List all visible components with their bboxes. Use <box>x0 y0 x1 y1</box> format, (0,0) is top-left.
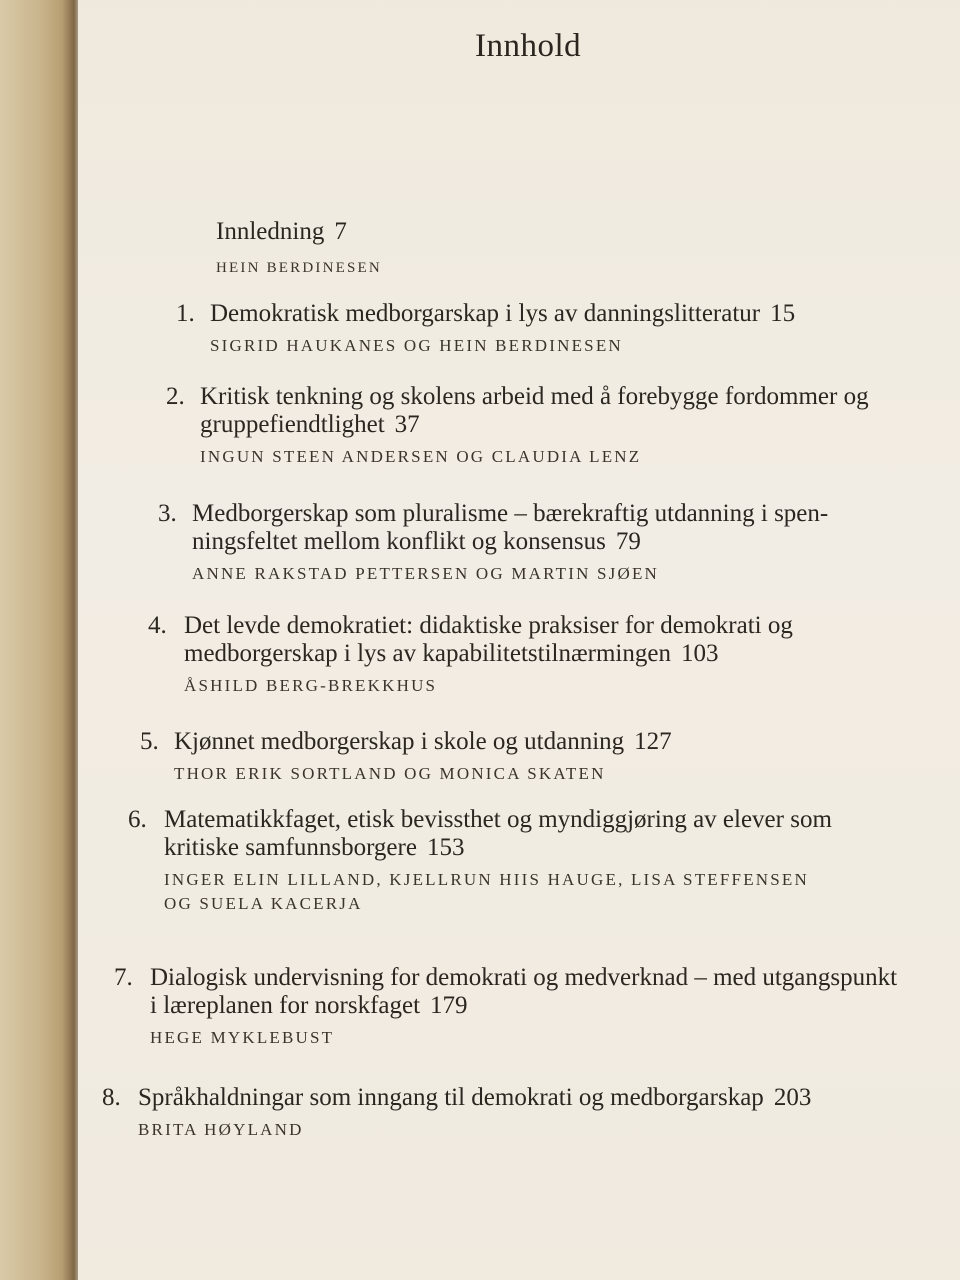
entry-authors-continued: OG SUELA KACERJA <box>164 894 363 913</box>
toc-entry-6 <box>128 806 908 916</box>
entry-title: Matematikkfaget, etisk bevissthet og myndiggjøring av elever som kritiske samfunnsborgere 153 <box>164 806 832 861</box>
page-number: 179 <box>430 992 468 1019</box>
entry-authors: BRITA HØYLAND <box>138 1120 304 1139</box>
entry-number: 2. <box>166 383 185 410</box>
entry-title: Språkhaldningar som inngang til demokrati og medborgarskap 203 <box>138 1084 812 1111</box>
entry-number: 7. <box>114 964 133 991</box>
entry-authors: SIGRID HAUKANES OG HEIN BERDINESEN <box>210 336 623 355</box>
page-number: 103 <box>680 640 719 667</box>
entry-title: Demokratisk medborgarskap i lys av danningslitteratur 15 <box>210 300 796 327</box>
toc-entry-2 <box>166 383 906 469</box>
toc-entry-4 <box>148 612 908 698</box>
toc-entry-5 <box>140 728 900 786</box>
entry-title: Kritisk tenkning og skolens arbeid med å forebygge fordommer og gruppefiendtlighet 37 <box>200 383 869 438</box>
page-number: 15 <box>770 300 796 327</box>
page-number: 127 <box>634 728 672 755</box>
page-number: 79 <box>615 528 641 555</box>
entry-number: 1. <box>176 300 195 327</box>
entry-number: 3. <box>158 500 177 527</box>
entry-number: 5. <box>140 728 159 755</box>
page-number: 37 <box>394 411 420 438</box>
entry-authors: ÅSHILD BERG-BREKKHUS <box>184 676 438 695</box>
entry-title: Det levde demokratiet: didaktiske praksiser for demokrati og medborgerskap i lys av kapabilitetstilnærmingen 103 <box>184 612 793 667</box>
entry-number: 6. <box>128 806 147 833</box>
entry-authors: INGER ELIN LILLAND, KJELLRUN HIIS HAUGE, LISA STEFFENSEN <box>164 870 809 889</box>
entry-authors: ANNE RAKSTAD PETTERSEN OG MARTIN SJØEN <box>192 564 660 583</box>
entry-title: Medborgerskap som pluralisme – bærekraftig utdanning i spen-ningsfeltet mellom konflikt og konsensus 79 <box>192 500 829 555</box>
toc-entry-3 <box>158 500 908 586</box>
entry-title: Innledning 7 <box>216 218 347 245</box>
page-number: 203 <box>773 1084 812 1111</box>
page-number: 153 <box>426 834 465 861</box>
entry-title: Dialogisk undervisning for demokrati og medverknad – med utgangspunkt i læreplanen for norskfaget 179 <box>150 964 898 1019</box>
entry-authors: HEGE MYKLEBUST <box>150 1028 335 1047</box>
toc-entry-introduction <box>216 218 816 280</box>
toc-entry-8 <box>102 1084 912 1142</box>
entry-authors: HEIN BERDINESEN <box>216 260 382 276</box>
entry-title: Kjønnet medborgerskap i skole og utdanning 127 <box>174 728 672 755</box>
entry-number: 8. <box>102 1084 121 1111</box>
page-number: 7 <box>334 218 347 245</box>
toc-entry-7 <box>114 964 904 1050</box>
entry-number: 4. <box>148 612 167 639</box>
entry-authors: INGUN STEEN ANDERSEN OG CLAUDIA LENZ <box>200 447 642 466</box>
toc-entry-1 <box>176 300 876 358</box>
page-title: Innhold <box>475 28 582 64</box>
entry-authors: THOR ERIK SORTLAND OG MONICA SKATEN <box>174 764 606 783</box>
